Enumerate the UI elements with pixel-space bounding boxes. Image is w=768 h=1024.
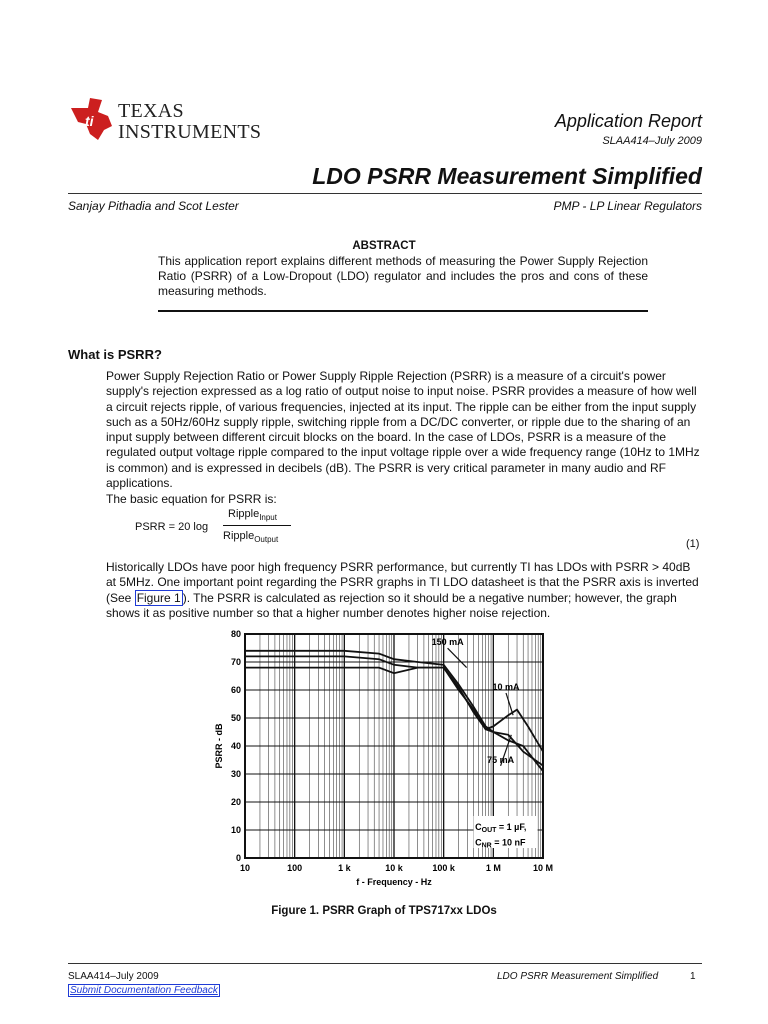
x-tick-label: 1 M xyxy=(485,863,501,873)
y-axis-label: PSRR - dB xyxy=(214,723,224,769)
paragraph-1: Power Supply Rejection Ratio or Power Supply Ripple Rejection (PSRR) is a measure of a circuit's power supply's rejection expressed as a log ratio of output noise to input noise. PSRR provides a measure of how well a circuit rejects ripple, of various frequencies, injected at its input. The ripple can be either from the input supply such as a 50Hz/60Hz supply ripple, switching ripple from a DC/DC converter, or ripple due to the sharing of an input supply between different circuit blocks on the board. In the case of LDOs, PSRR is a measure of the regulated output voltage ripple compared to the input voltage ripple over a wide frequency range (10Hz to 1MHz is common) and is expressed in decibels (dB). The PSRR is very critical parameter in many audio and RF applications. xyxy=(106,369,700,491)
x-tick-label: 100 k xyxy=(432,863,455,873)
equation-number: (1) xyxy=(686,538,700,550)
logo-instruments: INSTRUMENTS xyxy=(118,121,262,143)
x-tick-label: 10 k xyxy=(385,863,403,873)
eq-fraction-bar xyxy=(223,525,291,526)
y-tick-label: 60 xyxy=(230,685,241,695)
series-annotation: 10 mA xyxy=(492,682,520,692)
series-annotation: 150 mA xyxy=(431,637,464,648)
y-tick-label: 40 xyxy=(230,741,241,751)
doc-id: SLAA414–July 2009 xyxy=(602,135,702,147)
abstract-rule xyxy=(158,310,648,312)
x-tick-label: 100 xyxy=(287,863,303,873)
annotation-arrow xyxy=(448,648,467,667)
y-tick-label: 80 xyxy=(230,629,241,639)
footer-doc-id: SLAA414–July 2009 xyxy=(68,971,159,982)
eq-denominator: Ripple$_{Output}$ xyxy=(223,530,279,545)
figure-caption: Figure 1. PSRR Graph of TPS717xx LDOs xyxy=(271,905,497,917)
footer-rule xyxy=(68,963,702,964)
y-tick-label: 50 xyxy=(230,713,241,723)
abstract-text: This application report explains different methods of measuring the Power Supply Rejection Ratio (PSRR) of a Low-Dropout (LDO) regulator and includes the pros and cons of these measuring methods. xyxy=(158,254,648,298)
y-tick-label: 10 xyxy=(230,825,241,835)
ti-logo xyxy=(68,96,268,146)
x-tick-label: 10 M xyxy=(532,863,554,873)
doc-type: Application Report xyxy=(554,111,702,131)
footer-title: LDO PSRR Measurement Simplified xyxy=(497,971,659,982)
x-tick-label: 10 xyxy=(239,863,251,873)
condition-cout: $C_{OUT} = 1$ µF, xyxy=(475,822,527,834)
annotation-arrow xyxy=(506,693,513,715)
svg-text:ti: ti xyxy=(85,113,94,129)
paragraph-3-part-b: ). The PSRR is calculated as rejection so it should be a negative number; however, the graph shows it as positive number so that a higher number denotes higher noise rejection. xyxy=(106,590,677,620)
feedback-link[interactable]: Submit Documentation Feedback xyxy=(70,985,218,996)
y-tick-label: 20 xyxy=(230,797,241,807)
page-number: 1 xyxy=(690,971,696,982)
x-axis-label: f - Frequency - Hz xyxy=(356,877,432,887)
abstract-heading: ABSTRACT xyxy=(352,240,416,252)
eq-lhs: PSRR = 20 log xyxy=(135,521,209,533)
header-rule xyxy=(68,193,702,194)
psrr-chart xyxy=(200,624,570,896)
y-tick-label: 30 xyxy=(230,769,241,779)
y-tick-label: 70 xyxy=(230,657,241,667)
section-heading: What is PSRR? xyxy=(68,347,162,362)
paragraph-3 xyxy=(106,560,702,621)
logo-texas: TEXAS xyxy=(118,100,184,122)
x-tick-label: 1 k xyxy=(338,863,351,873)
authors: Sanjay Pithadia and Scot Lester xyxy=(68,199,239,213)
department: PMP - LP Linear Regulators xyxy=(553,199,702,213)
page-title: LDO PSRR Measurement Simplified xyxy=(312,163,702,189)
ti-logo-icon xyxy=(68,96,114,142)
paragraph-2: The basic equation for PSRR is: xyxy=(106,492,277,506)
figure-1-link[interactable]: Figure 1 xyxy=(136,590,181,605)
paragraph-3-part-a: Historically LDOs have poor high frequency PSRR performance, but currently TI has LDOs with PSRR > 40dB at 5MHz. One important point regarding the PSRR graphs in TI LDO datasheet is that the PSRR axis is inverted (See xyxy=(106,560,699,605)
eq-numerator: Ripple$_{Input}$ xyxy=(228,508,277,523)
condition-cnr: $C_{NR} = 10$ nF xyxy=(475,837,526,850)
series-annotation: 75 mA xyxy=(487,754,515,765)
y-tick-label: 0 xyxy=(235,853,241,863)
